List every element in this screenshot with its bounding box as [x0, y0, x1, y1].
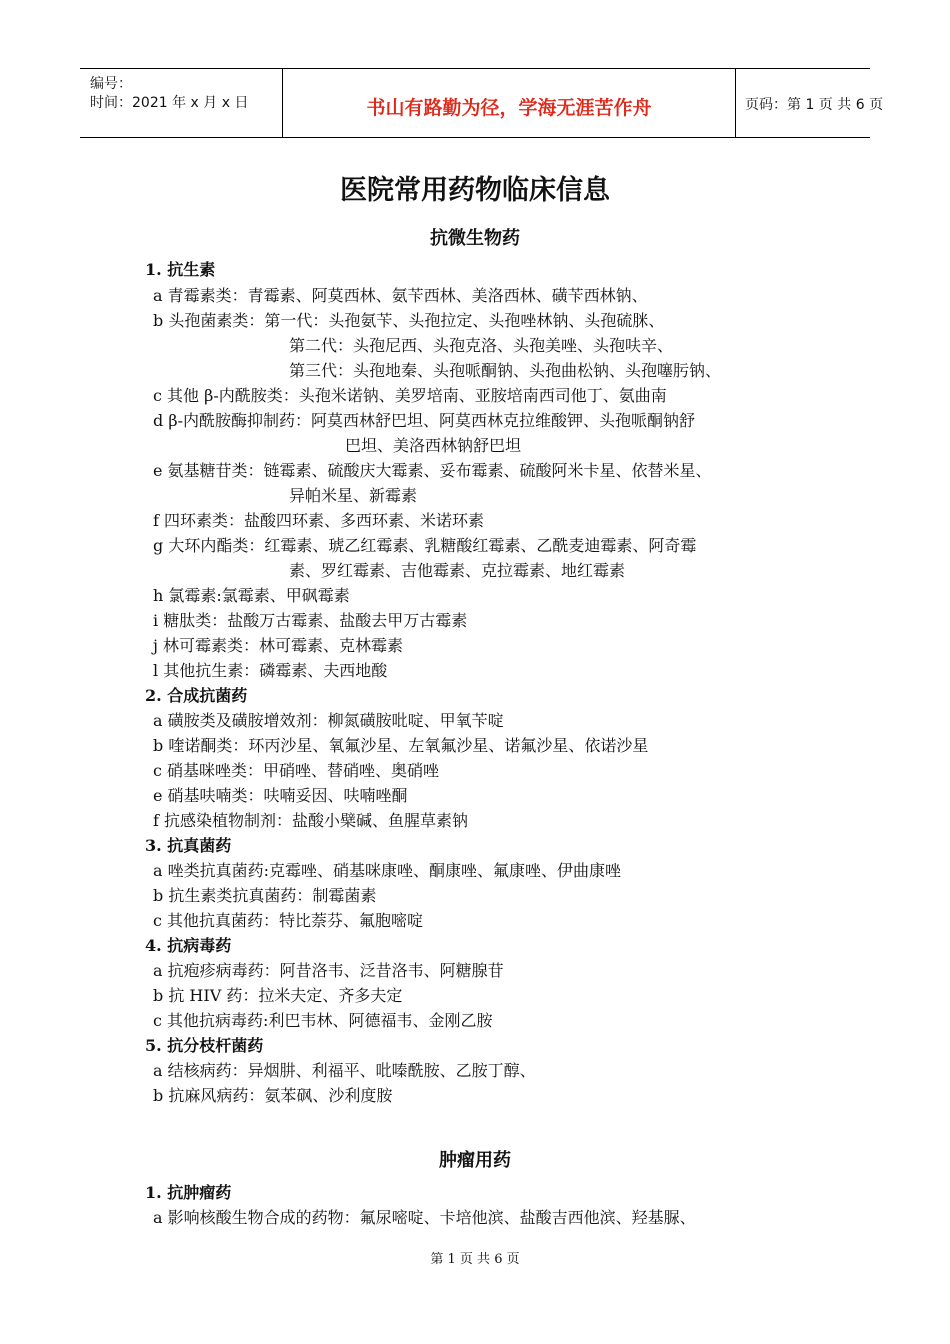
- motto: 书山有路勤为径，学海无涯苦作舟: [366, 97, 652, 119]
- list-item: a 影响核酸生物合成的药物：氟尿嘧啶、卡培他滨、盐酸吉西他滨、羟基脲、: [153, 1208, 696, 1227]
- document-title: 医院常用药物临床信息: [340, 175, 610, 206]
- list-item: b 抗麻风病药：氨苯砜、沙利度胺: [153, 1086, 393, 1105]
- list-item: a 唑类抗真菌药:克霉唑、硝基咪康唑、酮康唑、氟康唑、伊曲康唑: [153, 861, 622, 880]
- number-label: 编号：: [90, 76, 132, 92]
- list-item: h 氯霉素:氯霉素、甲砜霉素: [153, 586, 350, 605]
- list-item: l 其他抗生素：磷霉素、夫西地酸: [153, 661, 388, 680]
- list-item: a 磺胺类及磺胺增效剂：柳氮磺胺吡啶、甲氧苄啶: [153, 711, 504, 730]
- section-antibiotics: 1. 抗生素: [145, 260, 216, 279]
- list-item: 第三代：头孢地秦、头孢哌酮钠、头孢曲松钠、头孢噻肟钠、: [289, 361, 722, 380]
- section-antimycobacterials: 5. 抗分枝杆菌药: [145, 1036, 264, 1055]
- list-item: c 硝基咪唑类：甲硝唑、替硝唑、奥硝唑: [153, 761, 440, 780]
- list-item: a 青霉素类：青霉素、阿莫西林、氨苄西林、美洛西林、磺苄西林钠、: [153, 286, 648, 305]
- page-footer: 第 1 页 共 6 页: [430, 1252, 520, 1267]
- list-item: 第二代：头孢尼西、头孢克洛、头孢美唑、头孢呋辛、: [289, 336, 674, 355]
- section-antifungals: 3. 抗真菌药: [145, 836, 232, 855]
- list-item: b 头孢菌素类：第一代：头孢氨苄、头孢拉定、头孢唑林钠、头孢硫脒、: [153, 311, 665, 330]
- list-item: c 其他 β-内酰胺类：头孢米诺钠、美罗培南、亚胺培南西司他丁、氨曲南: [153, 386, 667, 405]
- list-item: e 硝基呋喃类：呋喃妥因、呋喃唑酮: [153, 786, 408, 805]
- section-antivirals: 4. 抗病毒药: [145, 936, 232, 955]
- list-item: d β-内酰胺酶抑制药：阿莫西林舒巴坦、阿莫西林克拉维酸钾、头孢哌酮钠舒: [153, 411, 695, 430]
- heading-antimicrobial: 抗微生物药: [430, 228, 520, 249]
- list-item: f 抗感染植物制剂：盐酸小檗碱、鱼腥草素钠: [153, 811, 469, 830]
- list-item: e 氨基糖苷类：链霉素、硫酸庆大霉素、妥布霉素、硫酸阿米卡星、依替米星、: [153, 461, 712, 480]
- list-item: 素、罗红霉素、吉他霉素、克拉霉素、地红霉素: [289, 561, 626, 580]
- page-header: [80, 68, 884, 138]
- list-item: c 其他抗真菌药：特比萘芬、氟胞嘧啶: [153, 911, 424, 930]
- list-item: 异帕米星、新霉素: [289, 486, 418, 505]
- list-item: a 抗疱疹病毒药：阿昔洛韦、泛昔洛韦、阿糖腺苷: [153, 961, 504, 980]
- section-antitumor: 1. 抗肿瘤药: [145, 1183, 232, 1202]
- list-item: 巴坦、美洛西林钠舒巴坦: [345, 436, 522, 455]
- list-item: i 糖肽类：盐酸万古霉素、盐酸去甲万古霉素: [153, 611, 468, 630]
- list-item: a 结核病药：异烟肼、利福平、吡嗪酰胺、乙胺丁醇、: [153, 1061, 536, 1080]
- list-item: g 大环内酯类：红霉素、琥乙红霉素、乳糖酸红霉素、乙酰麦迪霉素、阿奇霉: [153, 536, 697, 555]
- list-item: b 抗生素类抗真菌药：制霉菌素: [153, 886, 377, 905]
- heading-oncology: 肿瘤用药: [439, 1150, 511, 1171]
- header-motto-cell: [282, 69, 736, 137]
- time-label: 时间：2021 年 x 月 x 日: [90, 95, 249, 111]
- list-item: b 抗 HIV 药：拉米夫定、齐多夫定: [153, 986, 403, 1005]
- page-info: 页码：第 1 页 共 6 页: [745, 97, 884, 113]
- list-item: c 其他抗病毒药:利巴韦林、阿德福韦、金刚乙胺: [153, 1011, 493, 1030]
- header-page-cell: [735, 69, 884, 137]
- header-meta-cell: [80, 69, 282, 137]
- list-item: f 四环素类：盐酸四环素、多西环素、米诺环素: [153, 511, 485, 530]
- list-item: b 喹诺酮类：环丙沙星、氧氟沙星、左氧氟沙星、诺氟沙星、依诺沙星: [153, 736, 649, 755]
- list-item: j 林可霉素类：林可霉素、克林霉素: [153, 636, 404, 655]
- section-synthetic-antibacterials: 2. 合成抗菌药: [145, 686, 248, 705]
